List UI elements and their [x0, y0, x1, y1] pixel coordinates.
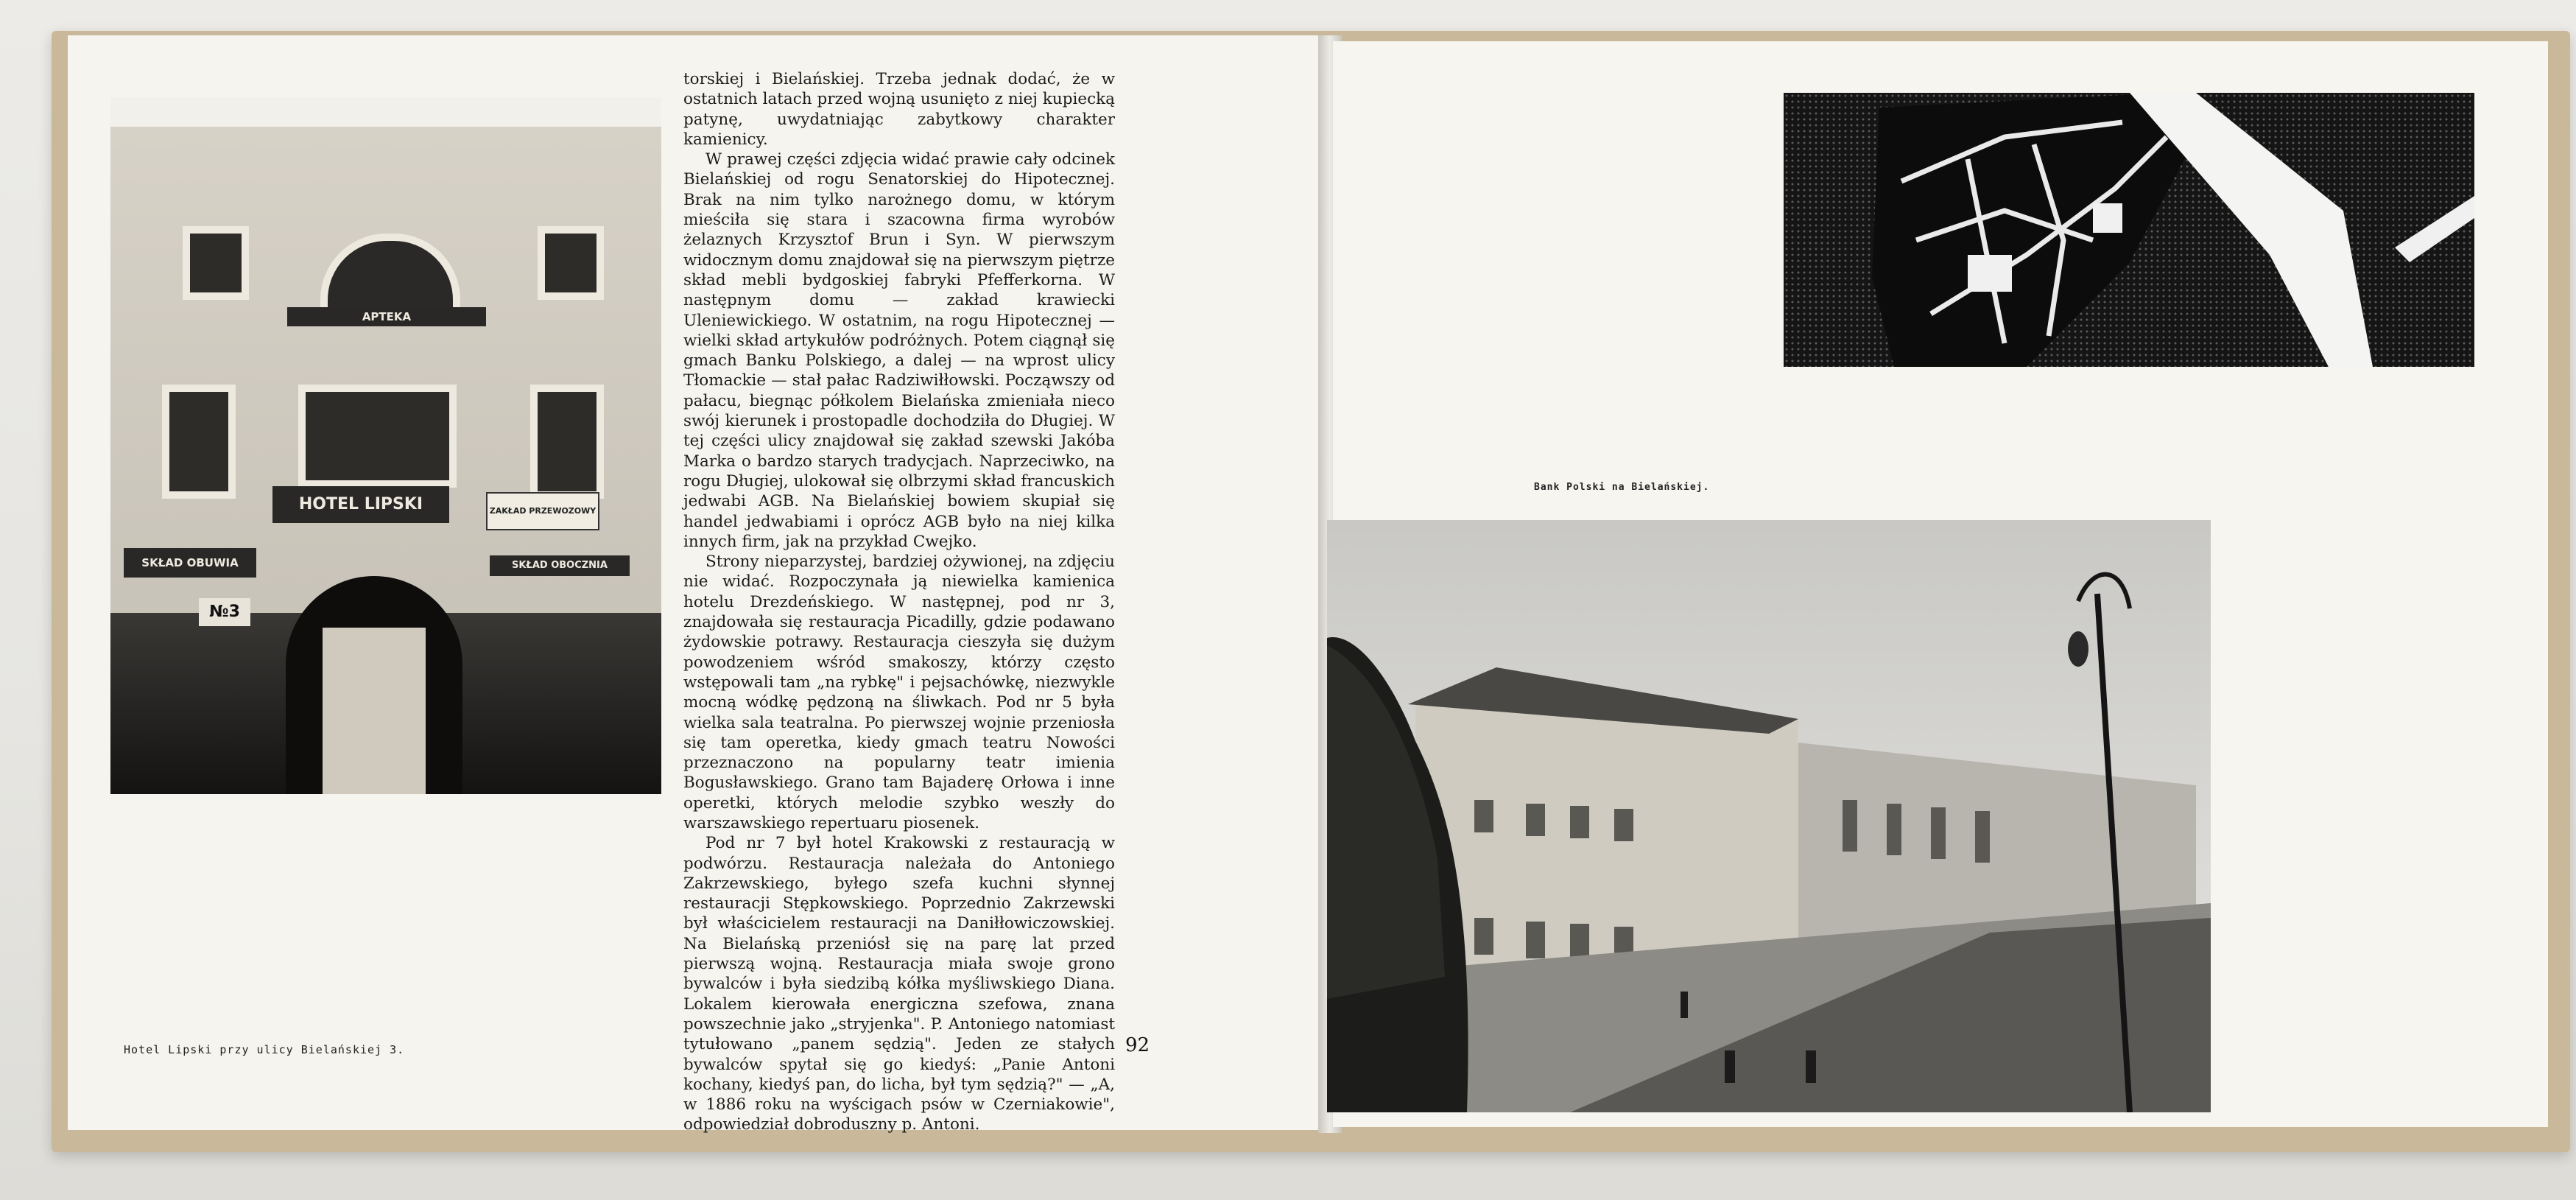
article-column [683, 69, 1115, 1135]
window [530, 385, 604, 499]
bank-polski-photo [1327, 520, 2211, 1112]
bank-photo-caption: Bank Polski na Bielańskiej. [1534, 482, 1710, 493]
right-shop-sign: SKŁAD OBOCZNIA [490, 555, 630, 576]
hotel-lipski-photo [110, 97, 661, 794]
paragraph: W prawej części zdjęcia widać prawie cały odcinek Bielańskiej od rogu Senatorskiej do Hipotecznej. Brak na nim tylko narożnego domu, w którym mieściła się stara i szacowna firma wyrobów żelaznych Krzysztof Brun i Syn. W pierwszym widocznym domu znajdował się na pierwszym piętrze skład mebli bydgoskiej fabryki Pfefferkorna. W następnym domu — zakład krawiecki Uleniewickiego. W ostatnim, na rogu Hipotecznej — wielki skład artykułów podróżnych. Potem ciągnął się gmach Banku Polskiego, a dalej — na wprost ulicy Tłomackie — stał pałac Radziwiłłowski. Począwszy od pałacu, biegnąc półkolem Bielańska zmieniała nieco swój kierunek i prostopadle dochodziła do Długiej. W tej części ulicy znajdował się zakład szewski Jakóba Marka o bardzo starych tradycjach. Naprzeciwko, na rogu Długiej, ulokował się olbrzymi skład francuskich jedwabi AGB. Na Bielańskiej bowiem skupiał się handel jedwabiami i oprócz AGB było na niej kilka innych firm, jak na przykład Cwejko. [683, 150, 1115, 551]
bank-photo-drawing [1327, 520, 2211, 1112]
shop-sign: ZAKŁAD PRZEWOZOWY [486, 492, 599, 530]
window [538, 226, 604, 300]
paragraph: Pod nr 7 był hotel Krakowski z restauracją w podwórzu. Restauracja należała do Antoniego Zakrzewskiego, byłego szefa kuchni słynnej restauracji Stępkowskiego. Poprzednio Zakrzewski był właścicielem restauracji na Daniłłowiczowskiej. Na Bielańską przeniósł się na parę lat przed pierwszą wojną. Restauracja miała swoje grono bywalców i była siedzibą kółka myśliwskiego Diana. Lokalem kierowała energiczna szefowa, znana powszechnie jako „stryjenka". P. Antoniego natomiast tytułowano „panem sędzią". Jeden ze stałych bywalców spytał się go kiedyś: „Panie Antoni kochany, kiedyś pan, do licha, był tym sędzią?" — „A, w 1886 roku na wyścigach psów w Czerniakowie", odpowiedział dobroduszny p. Antoni. [683, 834, 1115, 1134]
window [183, 226, 249, 300]
page-number: 92 [1125, 1034, 1150, 1056]
window [162, 385, 236, 499]
paragraph: Strony nieparzystej, bardziej ożywionej, na zdjęciu nie widać. Rozpoczynała ją niewielka kamienica hotelu Drezdeńskiego. W następnej, pod nr 3, znajdowała się restauracja Picadilly, gdzie podawano żydowskie potrawy. Restauracja cieszyła się dużym powodzeniem wśród smakoszy, którzy często wstępowali tam „na rybkę" i pejsachówkę, niezwykle mocną wódkę pędzoną na śliwkach. Pod nr 5 była wielka sala teatralna. Po pierwszej wojnie przeniosła się tam operetka, kiedy gmach teatru Nowości przeznaczono na popularny teatr imienia Bogusławskiego. Grano tam Bajaderę Orłowa i inne operetki, których melodie szybko weszły do warszawskiego repertuaru piosenek. [683, 552, 1115, 832]
top-sign: APTEKA [287, 307, 486, 326]
photo-sky [110, 97, 661, 127]
district-map [1784, 93, 2474, 367]
hotel-photo-caption: Hotel Lipski przy ulicy Bielańskiej 3. [124, 1043, 405, 1056]
hotel-sign: HOTEL LIPSKI [272, 486, 449, 523]
map-drawing [1784, 93, 2474, 367]
house-number: №3 [199, 598, 250, 626]
paragraph: torskiej i Bielańskiej. Trzeba jednak dodać, że w ostatnich latach przed wojną usunięto z niej kupiecką patynę, uwydatniając zabytkowy charakter kamienicy. [683, 70, 1115, 149]
window [298, 385, 457, 488]
left-shop-sign: SKŁAD OBUWIA [124, 548, 256, 578]
gateway-opening [323, 628, 426, 794]
